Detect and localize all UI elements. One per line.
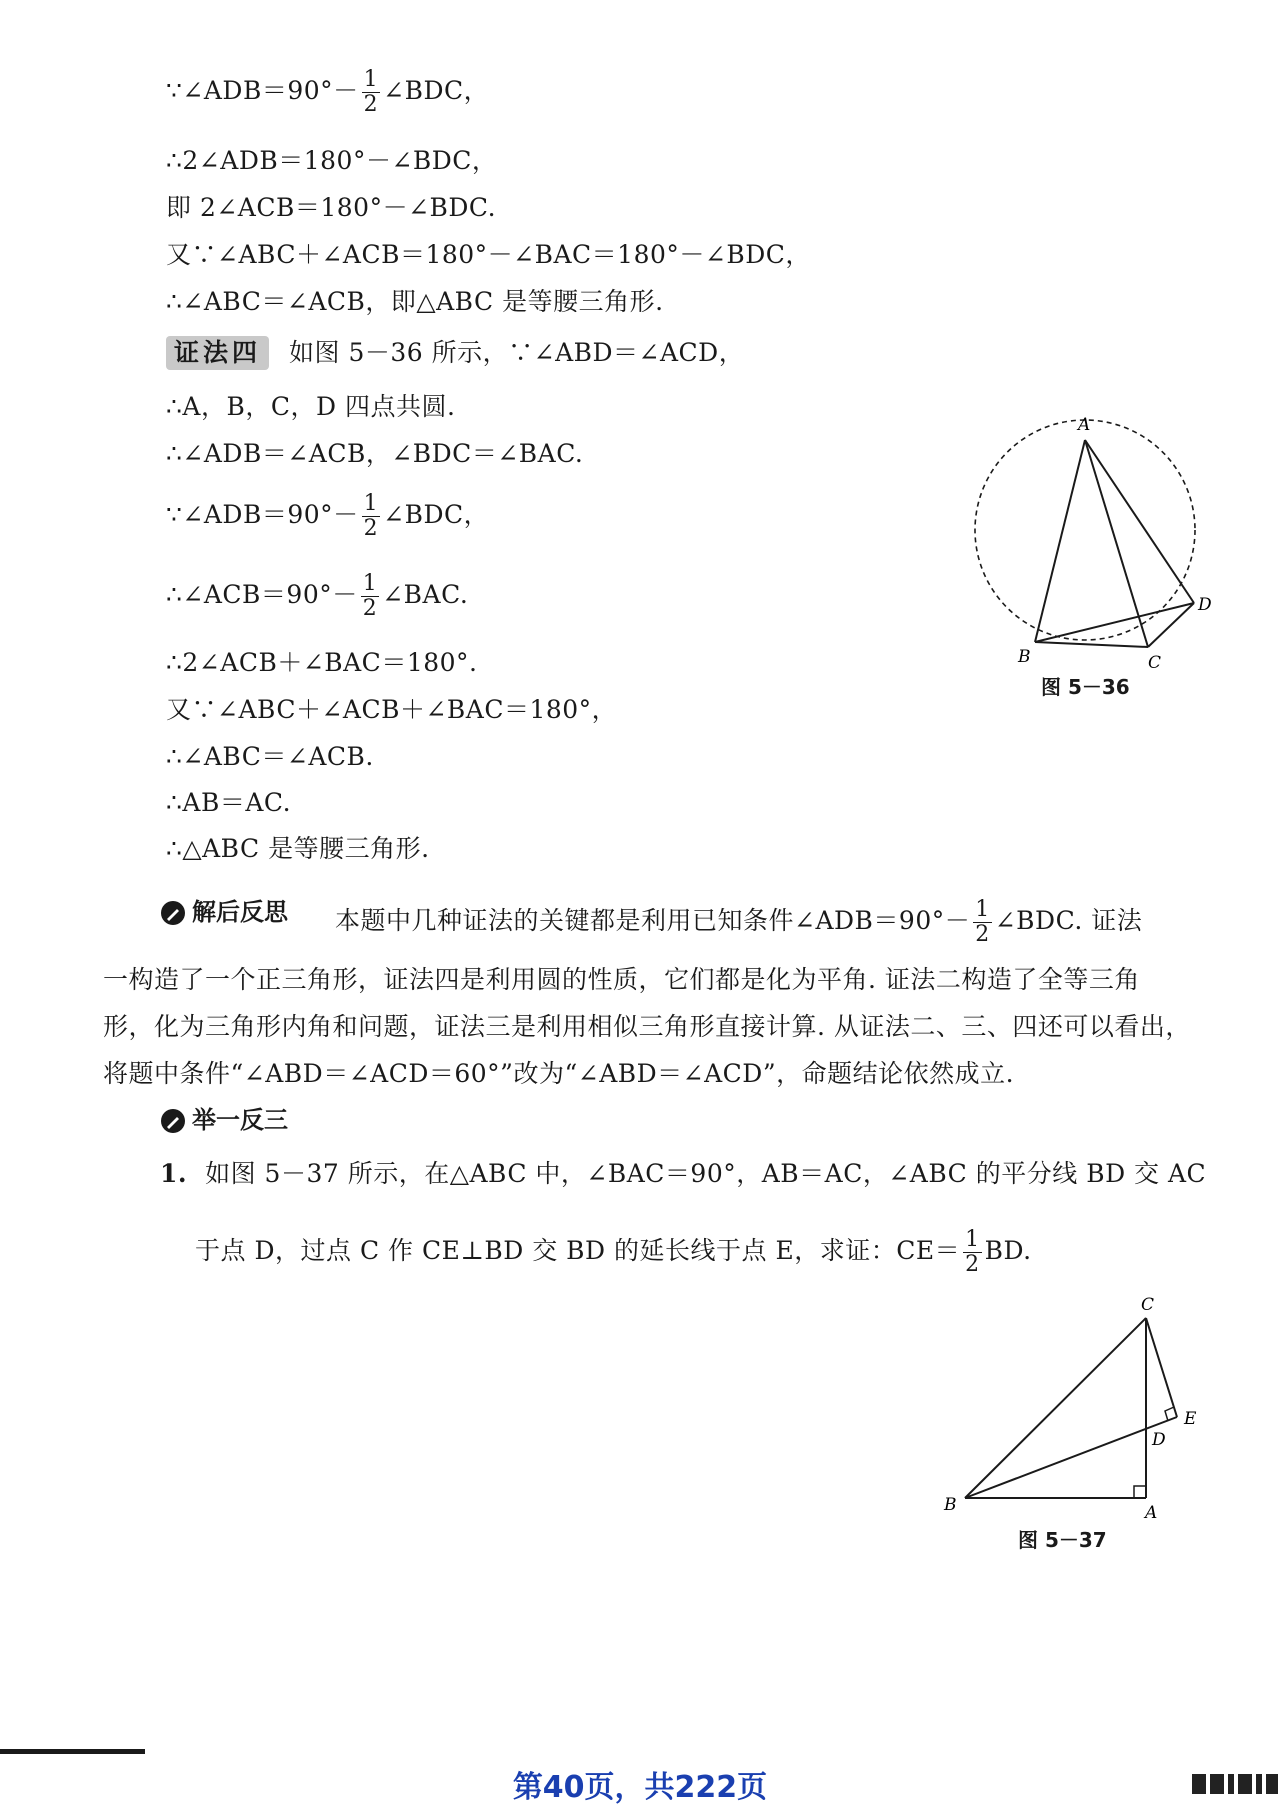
fraction-numerator: 1 [975, 897, 990, 922]
practice-heading [160, 1103, 288, 1137]
fraction-numerator: 1 [362, 571, 378, 596]
math-text: ∠BAC. [382, 580, 469, 609]
math-text: ∠BDC， [383, 76, 490, 105]
proof-line [166, 492, 489, 541]
footer-rule [0, 1749, 145, 1754]
paragraph-line [335, 898, 1142, 947]
problem-number: 1. [160, 1159, 188, 1188]
proof-line: 又∵∠ABC＋∠ACB＋∠BAC＝180°， [166, 695, 618, 724]
fraction-denominator: 2 [965, 1252, 980, 1277]
segment-BC [965, 1318, 1146, 1498]
heading-text: 解后反思 [192, 898, 288, 926]
math-text: ∵∠ADB＝90°－ [166, 500, 359, 529]
figure-caption: 图 5－37 [1018, 1528, 1107, 1552]
problem-line [160, 1157, 1206, 1191]
label-B: B [1018, 647, 1031, 667]
proof-line: ∴△ABC 是等腰三角形. [166, 834, 430, 863]
fraction [361, 572, 380, 621]
circumcircle [975, 420, 1195, 640]
label-D: D [1152, 1430, 1166, 1450]
figure-caption: 图 5－36 [1041, 675, 1130, 699]
figure-5-37 [930, 1290, 1220, 1530]
segment-BC [1035, 642, 1148, 647]
proof-line [166, 572, 468, 621]
figure-5-36 [970, 410, 1220, 670]
fraction [362, 492, 381, 541]
proof-line: ∴∠ADB＝∠ACB，∠BDC＝∠BAC. [166, 439, 584, 468]
fraction-numerator: 1 [965, 1227, 980, 1252]
label-D: D [1198, 595, 1212, 615]
math-text: ∠BDC， [383, 500, 490, 529]
label-C: C [1141, 1295, 1155, 1315]
proof-line: ∴∠ABC＝∠ACB. [166, 742, 374, 771]
fraction [973, 898, 992, 947]
method-badge: 证法四 [166, 336, 269, 370]
paragraph-line: 一构造了一个正三角形，证法四是利用圆的性质，它们都是化为平角. 证法二构造了全等三角 [103, 965, 1140, 994]
fraction-numerator: 1 [363, 491, 379, 516]
page-indicator: 第40页，共222页 [512, 1770, 768, 1805]
fraction-numerator: 1 [363, 67, 379, 92]
fraction [963, 1228, 982, 1277]
paragraph-line: 形，化为三角形内角和问题，证法三是利用相似三角形直接计算. 从证法二、三、四还可以看出， [103, 1012, 1191, 1041]
proof-line: ∴A，B，C，D 四点共圆. [166, 392, 456, 421]
fraction-denominator: 2 [975, 922, 990, 947]
segment-BD [1035, 603, 1194, 642]
math-text: 如图 5－37 所示，在△ABC 中，∠BAC＝90°，AB＝AC，∠ABC 的平分线 BD 交 AC [205, 1159, 1207, 1188]
math-text: 如图 5－36 所示，∵∠ABD＝∠ACD， [289, 338, 745, 367]
math-text: ∴∠ACB＝90°－ [166, 580, 358, 609]
proof-line: ∴AB＝AC. [166, 788, 292, 817]
heading-text: 举一反三 [192, 1106, 288, 1134]
segment-AB [1035, 440, 1085, 642]
pencil-icon [160, 900, 186, 926]
label-A: A [1078, 415, 1091, 435]
math-text: ∠BDC. 证法 [994, 906, 1143, 935]
proof-line: ∴∠ABC＝∠ACB，即△ABC 是等腰三角形. [166, 287, 664, 316]
label-A: A [1145, 1503, 1158, 1523]
label-E: E [1184, 1409, 1197, 1429]
label-B: B [944, 1495, 957, 1515]
segment-CE [1146, 1318, 1177, 1417]
proof-line: 即 2∠ACB＝180°－∠BDC. [166, 193, 497, 222]
fraction-denominator: 2 [363, 92, 379, 117]
paragraph-line: 将题中条件“∠ABD＝∠ACD＝60°”改为“∠ABD＝∠ACD”，命题结论依然成立. [103, 1059, 1015, 1088]
proof-line [166, 68, 489, 117]
fraction [362, 68, 381, 117]
proof-line: ∴2∠ADB＝180°－∠BDC， [166, 146, 498, 175]
math-text: 本题中几种证法的关键都是利用已知条件∠ADB＝90°－ [335, 906, 971, 935]
label-C: C [1148, 653, 1162, 670]
watermark-icon [1190, 1770, 1280, 1798]
problem-line [195, 1228, 1032, 1277]
math-text: ∵∠ADB＝90°－ [166, 76, 359, 105]
fraction-denominator: 2 [362, 596, 378, 621]
proof-line: 又∵∠ABC＋∠ACB＝180°－∠BAC＝180°－∠BDC， [166, 240, 811, 269]
segment-AD [1085, 440, 1194, 603]
method-heading-line [166, 336, 744, 370]
pencil-icon [160, 1108, 186, 1134]
math-text: BD. [984, 1236, 1032, 1265]
math-text: 于点 D，过点 C 作 CE⊥BD 交 BD 的延长线于点 E，求证：CE＝ [195, 1236, 961, 1265]
right-angle-mark-A [1134, 1486, 1146, 1498]
fraction-denominator: 2 [363, 516, 379, 541]
reflection-heading [160, 895, 288, 929]
proof-line: ∴2∠ACB＋∠BAC＝180°. [166, 648, 478, 677]
